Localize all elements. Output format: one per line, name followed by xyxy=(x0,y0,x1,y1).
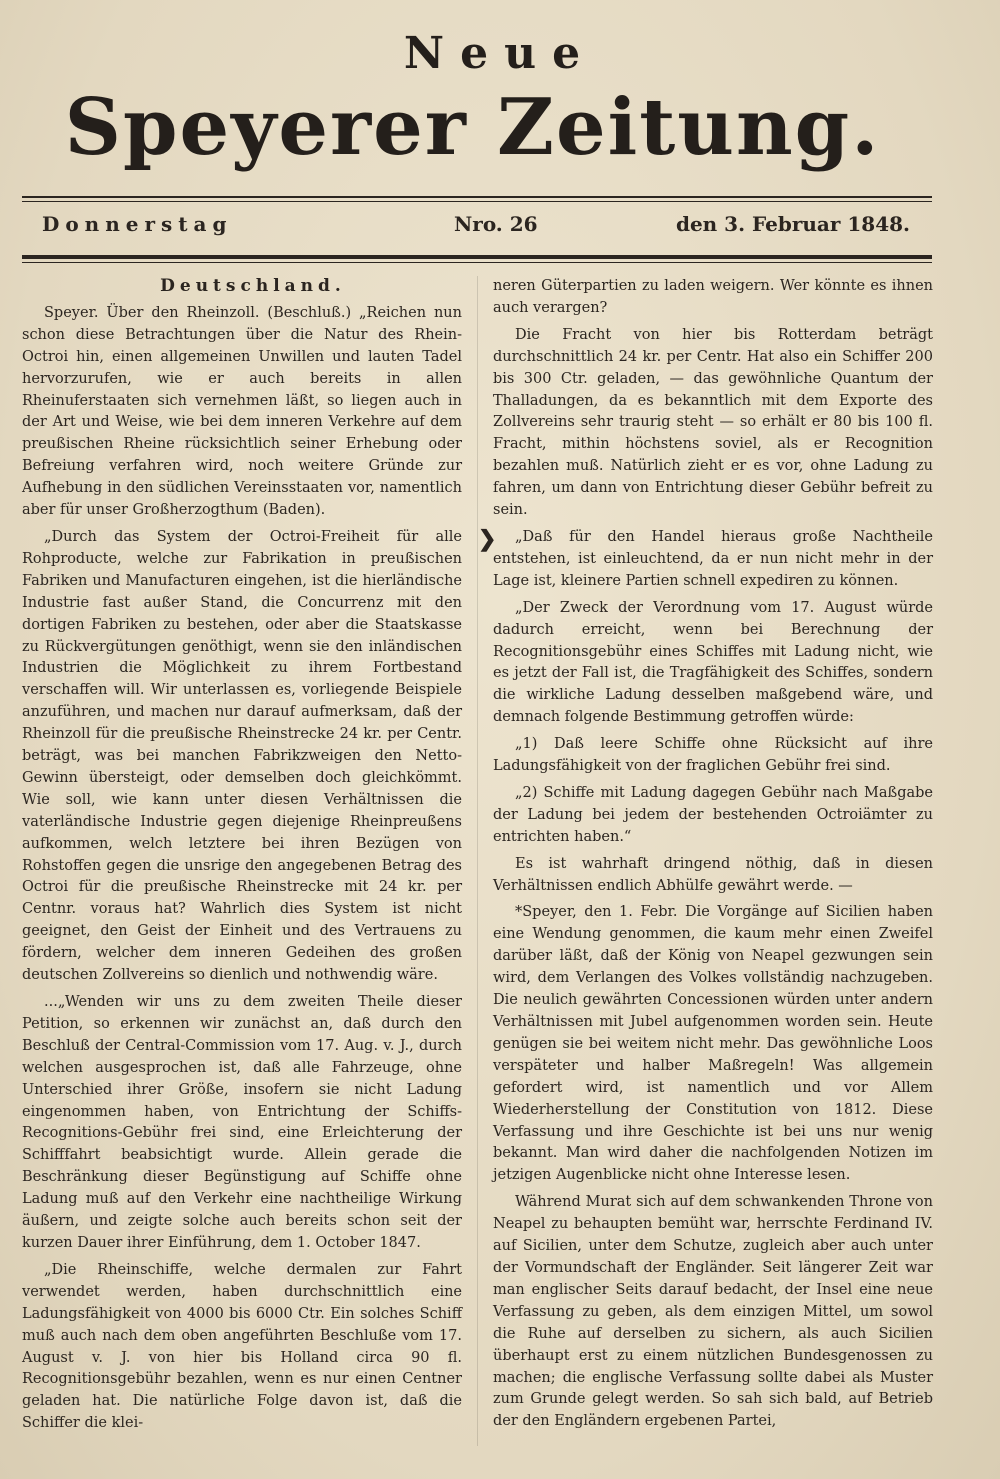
article-paragraph: „Der Zweck der Verordnung vom 17. August würde dadurch erreicht, wenn bei Berechnung der Recognitionsgebühr eines Schiffes mit Ladung nicht, wie es jetzt der Fall ist, die Tragfähigkeit des Schiffes, sondern die wirkliche Ladung desselben maßgebend wäre, und demnach folgende Bestimmung getroffen würde: xyxy=(493,599,933,726)
masthead-title: Speyerer Zeitung. xyxy=(64,82,881,173)
dateline-rule-thin xyxy=(22,262,932,263)
right-column xyxy=(493,276,933,1438)
issue-number: Nro. 26 xyxy=(454,212,538,236)
article-paragraph: „Die Rheinschiffe, welche dermalen zur Fahrt verwendet werden, haben durchschnittlich eine Ladungsfähigkeit von 4000 bis 6000 Ctr. Ein solches Schiff muß auch nach dem oben angeführten Beschluße vom 17. August v. J. von hier bis Holland circa 90 fl. Recognitionsgebühr bezahlen, wenn es nur einen Centner geladen hat. Die natürliche Folge davon ist, daß die Schiffer die klei- xyxy=(22,1261,462,1432)
masthead-rule-top xyxy=(22,196,932,198)
dateline xyxy=(22,212,932,244)
article-paragraph: ...„Wenden wir uns zu dem zweiten Theile dieser Petition, so erkennen wir zunächst an, daß durch den Beschluß der Central-Commission vom 17. Aug. v. J., durch welchen ausgesprochen ist, daß alle Fahrzeuge, ohne Unterschied ihrer Größe, insofern sie nicht Ladung eingenommen haben, von Entrichtung der Schiffs-Recognitions-Gebühr frei sind, eine Erleichterung der Schifffahrt beabsichtigt wurde. Allein gerade die Beschränkung dieser Begünstigung auf Schiffe ohne Ladung muß auf den Verkehr eine nachtheilige Wirkung äußern, und zeigte solche auch bereits schon seit der kurzen Dauer ihrer Einführung, dem 1. October 1847. xyxy=(22,994,462,1251)
article-paragraph: „2) Schiffe mit Ladung dagegen Gebühr nach Maßgabe der Ladung bei jedem der bestehenden Octroiämter zu entrichten haben.“ xyxy=(493,784,933,845)
margin-mark: ❯ xyxy=(478,526,497,552)
article-paragraph: „Daß für den Handel hieraus große Nachtheile entstehen, ist einleuchtend, da er nun nicht mehr in der Lage ist, kleinere Partien schnell expediren zu können. xyxy=(493,528,933,589)
left-column xyxy=(22,276,462,1440)
dateline-rule-thick xyxy=(22,255,932,259)
article-paragraph: Es ist wahrhaft dringend nöthig, daß in diesen Verhältnissen endlich Abhülfe gewährt werde. — xyxy=(493,855,933,894)
column-divider xyxy=(477,276,478,1446)
masthead-rule-top-thin xyxy=(22,201,932,202)
issue-date: den 3. Februar 1848. xyxy=(675,212,910,236)
section-title: Deutschland. xyxy=(160,276,346,296)
article-paragraph: neren Güterpartien zu laden weigern. Wer könnte es ihnen auch verargen? xyxy=(493,278,933,316)
masthead-neue: Neue xyxy=(403,28,597,79)
article-paragraph: Speyer. Über den Rheinzoll. (Beschluß.) „Reichen nun schon diese Betrachtungen über die Natur des Rhein-Octroi hin, einen allgemeinen Unwillen und lauten Tadel hervorzurufen, wie er auch bereits in allen Rheinuferstaaten sich vernehmen läßt, so liegen auch in der Art und Weise, wie bei dem inneren Verkehre auf dem preußischen Rheine rücksichtlich seiner Erhebung oder Befreiung verfahren wird, noch weitere Gründe zur Aufhebung in den südlichen Vereinsstaaten vor, namentlich aber für unser Großherzogthum (Baden). xyxy=(22,304,462,519)
dateline-day: Donnerstag xyxy=(42,212,233,236)
article-paragraph: Die Fracht von hier bis Rotterdam beträgt durchschnittlich 24 kr. per Centr. Hat also ein Schiffer 200 bis 300 Ctr. geladen, — das gewöhnliche Quantum der Thalladungen, da es bekanntlich mit dem Exporte des Zollvereins sehr traurig steht — so erhält er 80 bis 100 fl. Fracht, mithin höchstens soviel, als er Recognition bezahlen muß. Natürlich zieht er es vor, ohne Ladung zu fahren, um dann von Entrichtung dieser Gebühr befreit zu sein. xyxy=(493,326,933,519)
article-paragraph: Während Murat sich auf dem schwankenden Throne von Neapel zu behaupten bemüht war, herrschte Ferdinand IV. auf Sicilien, unter dem Schutze, zugleich aber auch unter der Vormundschaft der Engländer. Seit längerer Zeit war man englischer Seits darauf bedacht, der Insel eine neue Verfassung zu geben, als dem einzigen Mittel, um sowol die Ruhe auf derselben zu sichern, als auch Sicilien überhaupt erst zu einem nützlichen Bundesgenossen zu machen; die englische Verfassung sollte dabei als Muster zum Grunde gelegt werden. So sah sich bald, auf Betrieb der den Engländern ergebenen Partei, xyxy=(493,1194,933,1430)
article-paragraph: *Speyer, den 1. Febr. Die Vorgänge auf Sicilien haben eine Wendung genommen, die kaum mehr einen Zweifel darüber läßt, daß der König von Neapel gezwungen sein wird, dem Verlangen des Volkes vollständig nachzugeben. Die neulich gewährten Concessionen würden unter andern Verhältnissen mit Jubel aufgenommen worden sein. Heute genügen sie bei weitem nicht mehr. Das gewöhnliche Loos verspäteter und halber Maßregeln! Was allgemein gefordert wird, ist namentlich und vor Allem Wiederherstellung der Constitution von 1812. Diese Verfassung und ihre Geschichte ist bei uns nur wenig bekannt. Man wird daher die nachfolgenden Notizen im jetzigen Augenblicke nicht ohne Interesse lesen. xyxy=(493,904,933,1184)
article-paragraph: „Durch das System der Octroi-Freiheit für alle Rohproducte, welche zur Fabrikation in preußischen Fabriken und Manufacturen eingehen, ist die hierländische Industrie fast außer Stand, die Concurrenz mit den dortigen Fabriken zu bestehen, oder aber die Staatskasse zu Rückvergütungen genöthigt, wenn sie den inländischen Industrien die Möglichkeit zu ihrem Fortbestand verschaffen will. Wir unterlassen es, vorliegende Beispiele anzuführen, und machen nur darauf aufmerksam, daß der Rheinzoll für die preußische Rheinstrecke 24 kr. per Centr. beträgt, was bei manchen Fabrikzweigen den Netto-Gewinn übersteigt, oder demselben doch gleichkömmt. Wie soll, wie kann unter diesen Verhältnissen die vaterländische Industrie gegen diejenige Rheinpreußens aufkommen, welch letztere bei ihren Bezügen von Rohstoffen gegen die unsrige den angegebenen Betrag des Octroi für die preußische Rheinstrecke mit 24 kr. per Centnr. voraus hat? Wahrlich dies System ist nicht geeignet, den Geist der Einheit und des Vertrauens zu fördern, welcher dem inneren Gedeihen des großen deutschen Zollvereins so dienlich und nothwendig wäre. xyxy=(22,528,462,984)
article-paragraph: „1) Daß leere Schiffe ohne Rücksicht auf ihre Ladungsfähigkeit von der fraglichen Gebühr frei sind. xyxy=(493,736,933,775)
